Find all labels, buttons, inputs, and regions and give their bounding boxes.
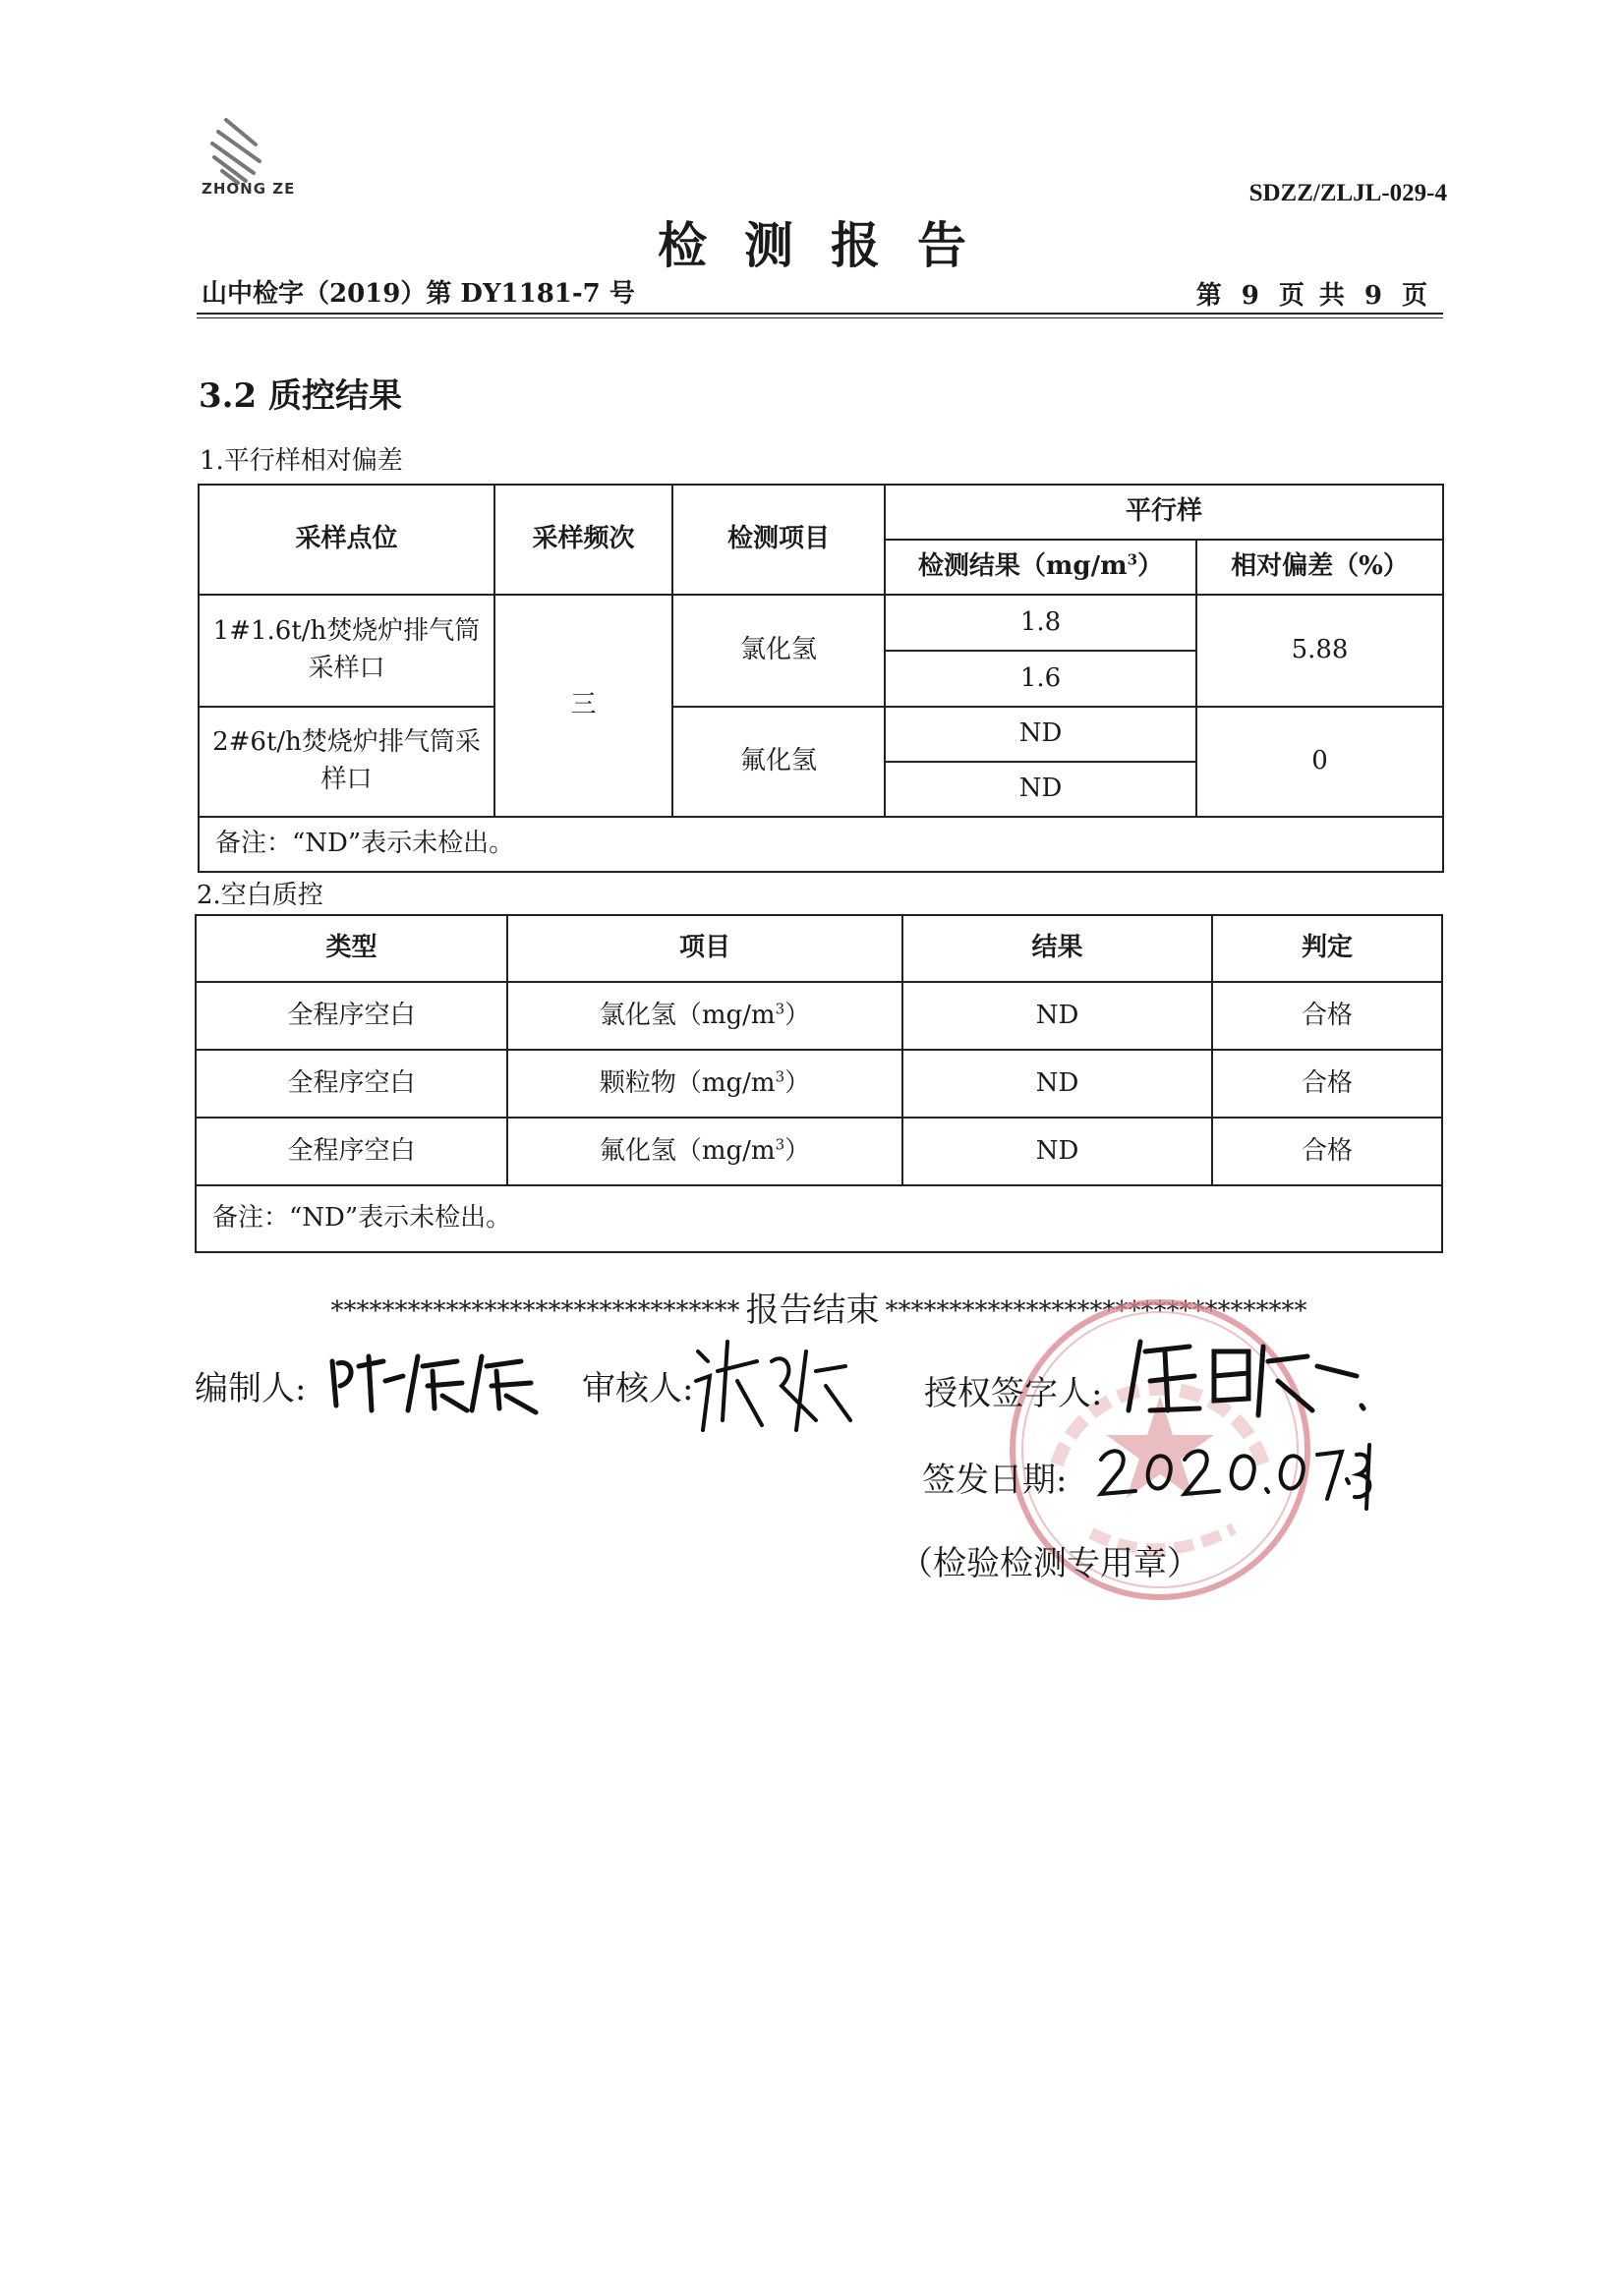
issue-date-label: 签发日期: [922, 1461, 1068, 1500]
type-cell: 全程序空白 [196, 1050, 507, 1118]
site-cell: 1#1.6t/h焚烧炉排气筒采样口 [199, 595, 494, 707]
item-cell: 氯化氢 [672, 595, 885, 707]
authorizer-handwritten-signature [1121, 1332, 1366, 1420]
section-title: 3.2 质控结果 [199, 376, 402, 416]
unit-superscript: 3 [775, 1135, 785, 1153]
authorizer-signature-block [924, 1366, 1102, 1414]
result-header-tail: ） [1137, 551, 1164, 582]
result-cell: 1.8 [885, 595, 1196, 651]
report-number: 山中检字（2019）第 DY1181-7 号 [202, 279, 635, 309]
end-stars-left: ******************************** [330, 1296, 740, 1326]
page-current: 9 [1241, 281, 1259, 311]
table-row [196, 1118, 1442, 1185]
table-header-row [196, 915, 1442, 982]
page-prefix: 第 [1195, 281, 1222, 311]
table-header-row [199, 485, 1443, 540]
table-note-row [199, 817, 1443, 872]
reviewer-handwritten-signature [688, 1332, 855, 1440]
type-cell: 全程序空白 [196, 982, 507, 1050]
header-divider-thin [197, 317, 1443, 318]
page-suffix: 页 [1401, 281, 1427, 311]
judgement-cell: 合格 [1212, 1050, 1442, 1118]
blank-qc-table [195, 914, 1443, 1253]
result-cell: ND [902, 1118, 1212, 1185]
table-row [199, 595, 1443, 651]
report-end-text: 报告结束 [745, 1291, 880, 1330]
unit-superscript: 3 [1127, 550, 1138, 569]
col-header-result: 结果 [902, 915, 1212, 982]
issue-date-handwritten [1091, 1430, 1376, 1514]
compiler-handwritten-signature [324, 1342, 580, 1420]
judgement-cell: 合格 [1212, 982, 1442, 1050]
authorizer-label: 授权签字人: [924, 1374, 1103, 1413]
result-header-text: 检测结果（mg/m [917, 551, 1128, 582]
item-cell [507, 982, 902, 1050]
document-code: SDZZ/ZLJL-029-4 [1248, 180, 1447, 206]
type-cell: 全程序空白 [196, 1118, 507, 1185]
unit-superscript: 3 [775, 1067, 785, 1085]
parallel-heading: 1.平行样相对偏差 [200, 446, 403, 476]
col-header-frequency: 采样频次 [494, 485, 672, 595]
item-text: 氯化氢（mg/m [599, 1000, 776, 1030]
reviewer-label: 审核人: [582, 1369, 694, 1408]
table-note: 备注：“ND”表示未检出。 [196, 1185, 1442, 1252]
item-text: 颗粒物（mg/m [599, 1067, 776, 1098]
col-header-deviation: 相对偏差（%） [1196, 540, 1443, 595]
deviation-cell: 0 [1196, 707, 1443, 817]
issue-date-block [922, 1453, 1067, 1501]
page-total: 9 [1363, 281, 1382, 311]
judgement-cell: 合格 [1212, 1118, 1442, 1185]
col-header-result [885, 540, 1196, 595]
col-header-parallel-group: 平行样 [885, 485, 1443, 540]
reviewer-signature-block [582, 1361, 693, 1409]
result-cell: ND [885, 707, 1196, 762]
item-tail: ） [784, 1135, 811, 1166]
blank-heading: 2.空白质控 [197, 881, 323, 910]
parallel-sample-table [198, 484, 1444, 873]
table-row [199, 707, 1443, 762]
result-cell: ND [902, 1050, 1212, 1118]
end-stars-right: ********************************* [885, 1296, 1307, 1326]
item-text: 氟化氢（mg/m [599, 1135, 776, 1166]
item-tail: ） [784, 1067, 811, 1098]
compiler-signature-block [195, 1361, 306, 1409]
item-cell [507, 1050, 902, 1118]
compiler-label: 编制人: [195, 1369, 307, 1408]
item-cell: 氟化氢 [672, 707, 885, 817]
col-header-item: 项目 [507, 915, 902, 982]
site-cell: 2#6t/h焚烧炉排气筒采样口 [199, 707, 494, 817]
frequency-cell: 三 [494, 595, 672, 817]
result-cell: 1.6 [885, 651, 1196, 707]
logo-text: ZHONG ZE [202, 180, 296, 198]
seal-label: （检验检测专用章） [899, 1544, 1200, 1583]
deviation-cell: 5.88 [1196, 595, 1443, 707]
unit-superscript: 3 [775, 1000, 785, 1017]
table-note: 备注：“ND”表示未检出。 [199, 817, 1443, 872]
table-row [196, 1050, 1442, 1118]
result-cell: ND [885, 762, 1196, 817]
page-mid: 页 共 [1278, 281, 1345, 311]
document-title: 检测报告 [658, 216, 1004, 274]
col-header-type: 类型 [196, 915, 507, 982]
item-cell [507, 1118, 902, 1185]
result-cell: ND [902, 982, 1212, 1050]
col-header-item: 检测项目 [672, 485, 885, 595]
table-row [196, 982, 1442, 1050]
header-divider [197, 313, 1443, 315]
table-note-row [196, 1185, 1442, 1252]
col-header-site: 采样点位 [199, 485, 494, 595]
page-indicator [1187, 275, 1437, 312]
col-header-judgement: 判定 [1212, 915, 1442, 982]
item-tail: ） [784, 1000, 811, 1030]
